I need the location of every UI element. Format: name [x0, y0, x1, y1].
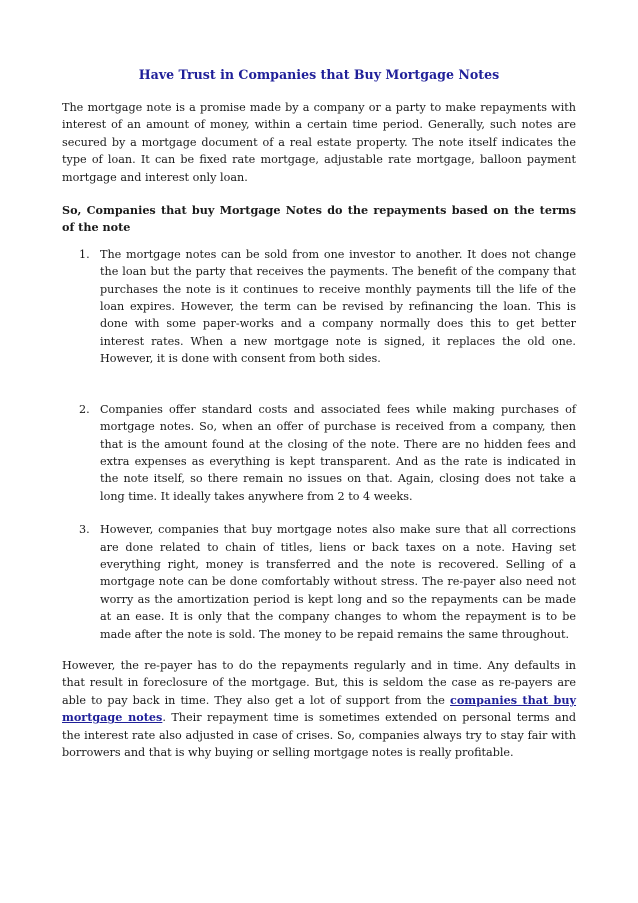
document-page	[62, 66, 576, 761]
list-item	[62, 401, 576, 505]
list-item-text: However, companies that buy mortgage notes also make sure that all corrections are done related to chain of titles, liens or back taxes on a note. Having set everything right, money is transferred and the note is recovered. Selling of a mortgage note can be done comfortably without stress. The re-payer also need not worry as the amortization period is kept long and so the repayments can be made at an ease. It is only that the company changes to whom the repayment is to be made after the note is sold. The money to be repaid remains the same throughout.	[100, 523, 576, 641]
numbered-list	[62, 246, 576, 643]
closing-text-after-link: . Their repayment time is sometimes extended on personal terms and the interest rate also adjusted in case of crises. So, companies always try to stay fair with borrowers and that is why buying or selling mortgage notes is really profitable.	[62, 711, 576, 759]
intro-paragraph: The mortgage note is a promise made by a company or a party to make repayments with interest of an amount of money, within a certain time period. Generally, such notes are secured by a mortgage document of a real estate property. The note itself indicates the type of loan. It can be fixed rate mortgage, adjustable rate mortgage, balloon payment mortgage and interest only loan.	[62, 101, 576, 184]
list-item-number: 2.	[79, 402, 90, 416]
list-item	[62, 521, 576, 643]
list-item-number: 3.	[79, 523, 90, 537]
closing-text-before-link: However, the re-payer has to do the repayments regularly and in time. Any defaults in that result in foreclosure of the mortgage. But, this is seldom the case as re-payers are able to pay back in time. They also get a lot of support from the	[62, 658, 576, 707]
closing-paragraph	[62, 657, 576, 761]
section-heading: So, Companies that buy Mortgage Notes do the repayments based on the terms of the note	[62, 203, 576, 235]
companies-link[interactable]: companies that buy mortgage notes	[62, 692, 576, 725]
list-item	[62, 246, 576, 368]
document-title: Have Trust in Companies that Buy Mortgage Notes	[138, 67, 500, 82]
list-item-number: 1.	[79, 247, 90, 261]
list-item-text: Companies offer standard costs and associated fees while making purchases of mortgage notes. So, when an offer of purchase is received from a company, then that is the amount found at the closing of the note. There are no hidden fees and extra expenses as everything is kept transparent. And as the rate is indicated in the note itself, so there remain no issues on that. Again, closing does not take a long time. It ideally takes anywhere from 2 to 4 weeks.	[100, 402, 576, 503]
list-item-text: The mortgage notes can be sold from one investor to another. It does not change the loan but the party that receives the payments. The benefit of the company that purchases the note is it continues to receive monthly payments till the life of the loan expires. However, the term can be revised by refinancing the loan. This is done with some paper-works and a company normally does this to get better interest rates. When a new mortgage note is signed, it replaces the old one. However, it is done with consent from both sides.	[100, 247, 576, 366]
